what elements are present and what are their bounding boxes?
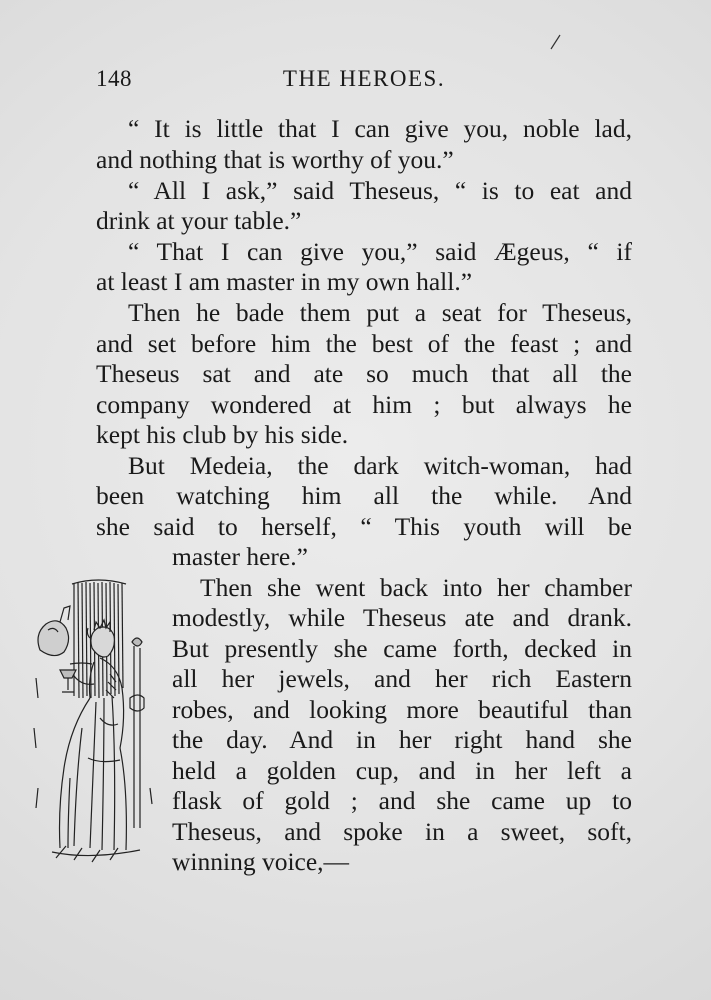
stray-pen-mark: [548, 34, 562, 50]
text-line: modestly, while Theseus ate and drank.: [172, 603, 632, 632]
page-number: 148: [96, 66, 132, 91]
text-line: and set before him the best of the feast ; and: [96, 329, 632, 358]
text-line: Then she went back into her chamber: [200, 573, 632, 602]
text-line: held a golden cup, and in her left a: [172, 756, 632, 785]
text-line: flask of gold ; and she came up to: [172, 786, 632, 815]
text-line: “ It is little that I can give you, noble lad,: [128, 114, 632, 143]
text-line: “ That I can give you,” said Ægeus, “ if: [128, 237, 632, 266]
text-line: Theseus, and spoke in a sweet, soft,: [172, 817, 632, 846]
text-line: But presently she came forth, decked in: [172, 634, 632, 663]
text-line: But Medeia, the dark witch-woman, had: [128, 451, 632, 480]
text-line: robes, and looking more beautiful than: [172, 695, 632, 724]
text-line: she said to herself, “ This youth will be: [96, 512, 632, 541]
text-line: kept his club by his side.: [96, 420, 349, 449]
text-line: Theseus sat and ate so much that all the: [96, 359, 632, 388]
book-title: THE HEROES.: [282, 66, 446, 91]
text-line: been watching him all the while. And: [96, 481, 632, 510]
medeia-illustration: [30, 578, 160, 868]
text-line: at least I am master in my own hall.”: [96, 267, 473, 296]
text-line: drink at your table.”: [96, 206, 302, 235]
text-line: company wondered at him ; but always he: [96, 390, 632, 419]
text-line: the day. And in her right hand she: [172, 725, 632, 754]
text-line: Then he bade them put a seat for Theseus,: [128, 298, 632, 327]
text-line: winning voice,—: [172, 847, 350, 876]
running-head: [96, 66, 632, 100]
text-line: all her jewels, and her rich Eastern: [172, 664, 632, 693]
text-line: and nothing that is worthy of you.”: [96, 145, 454, 174]
text-line: “ All I ask,” said Theseus, “ is to eat and: [128, 176, 632, 205]
text-line: master here.”: [172, 542, 308, 571]
